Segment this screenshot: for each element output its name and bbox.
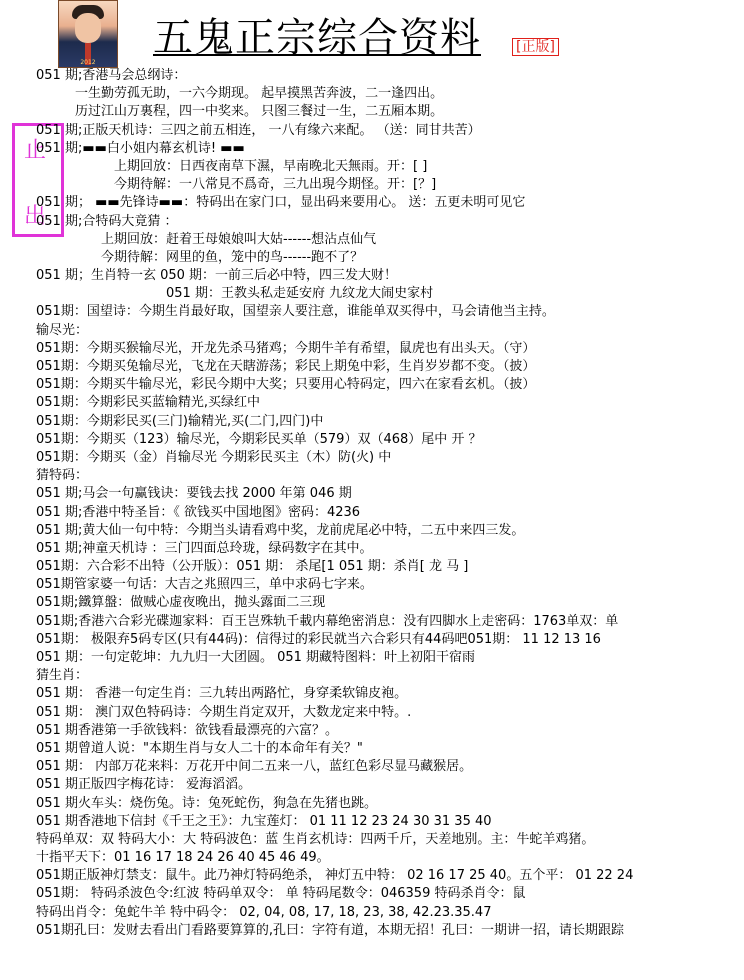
text-line: 历过江山万裏程，四一中奖来。 只图三餐过一生，二五厢本期。: [75, 104, 444, 120]
text-line: 051 期：王教头私走延安府 九纹龙大闹史家村: [166, 286, 434, 302]
avatar: [58, 0, 118, 68]
text-line: 051 期香港地下信封《千王之王》：九宝莲灯： 01 11 12 23 24 30 31 35 40: [36, 813, 492, 829]
text-line: 051期;鐵算盤：做贼心虚夜晚出，抛头露面二三现: [36, 595, 326, 611]
text-line: 特码出肖令：兔蛇牛羊 特中码令： 02, 04, 08, 17, 18, 23, 38, 42.23.35.47: [36, 904, 492, 920]
text-line: 猜生肖：: [36, 668, 89, 684]
text-line: 051期：国望诗：今期生肖最好取，国望亲人要注意，谁能单双买得中，马会请他当主持。: [36, 304, 555, 320]
avatar-face: [75, 13, 101, 43]
text-line: 051期：今期买（123）输尽光，今期彩民买单（579）双（468）尾中 开 ？: [36, 431, 482, 447]
text-line: 051 期;黄大仙一句中特：今期当头请看鸡中奖，龙前虎尾必中特，二五中来四三发。: [36, 522, 525, 538]
text-line: 051 期;香港中特圣旨：《 欲钱买中国地图》密码：4236: [36, 504, 361, 520]
text-line: 051 期：一句定乾坤：九九归一大团圆。 051 期藏特图料：叶上初阳干宿雨: [36, 650, 476, 665]
highlight-mark-top: 止: [24, 138, 47, 163]
text-line: 051期：今期彩民买蓝输精光,买绿红中: [36, 395, 260, 411]
text-line: 051 期;合特码大竟猜 ：: [36, 213, 178, 229]
text-line: 051期管家婆一句话：大吉之兆照四三，单中求码七字来。: [36, 577, 373, 593]
text-line: 051 期香港第一手欲钱料：欲钱看最漂亮的六富？。: [36, 722, 338, 738]
text-line: 特码单双：双 特码大小：大 特码波色：蓝 生肖玄机诗：四两千斤，天差地别。主：牛蛇羊鸡猪。: [36, 831, 595, 847]
text-line: 输尽光：: [36, 322, 89, 338]
text-line: 051期正版神灯禁支：鼠牛。此乃神灯特码绝杀， 神灯五中特： 02 16 17 25 40。五个平： 01 22 24: [36, 868, 634, 884]
document-body: [36, 67, 738, 940]
text-line: 今期待解：一八常見不爲奇，三九出現今期怪。开：[？]: [114, 177, 437, 193]
text-line: 一生勤劳孤无助，一六今期现。 起早摸黑苦奔波，二一逢四出。: [75, 86, 444, 102]
text-line: 051期：今期买猴输尽光，开龙先杀马猪鸡；今期牛羊有希望，鼠虎也有出头天。（守）: [36, 340, 536, 356]
text-line: 051 期火车头：烧伤兔。诗：兔死蛇伤，狗急在先猪也跳。: [36, 795, 377, 811]
edition-badge: [正版]: [512, 38, 559, 56]
avatar-caption: 2012: [80, 59, 96, 66]
text-line: 上期回放：赶着王母娘娘叫大姑------想沾点仙气: [101, 231, 377, 247]
text-line: 051 期;正版天机诗：三四之前五相连， 一八有缘六来配。 （送：同甘共苦）: [36, 122, 481, 138]
text-line: 051 期： 香港一句定生肖：三九转出两路忙，身穿柔软锦皮袍。: [36, 686, 408, 702]
text-line: 上期回放：日西夜南草下濕，早南晚北天無雨。开：[ ]: [114, 158, 428, 174]
text-line: 051期：今期彩民买(三门)输精光,买(二门,四门)中: [36, 413, 324, 429]
text-line: 十指平天下：01 16 17 18 24 26 40 45 46 49。: [36, 850, 330, 866]
text-line: 051 期;香港马会总纲诗：: [36, 68, 187, 83]
text-line: 051期：今期买牛输尽光，彩民今期中大奖；只要用心特码定，四六在家看玄机。（披）: [36, 377, 536, 393]
page-title: 五鬼正宗综合资料: [153, 15, 481, 61]
text-line: 今期待解：网里的鱼，笼中的鸟------跑不了？: [101, 249, 364, 265]
text-line: 051 期： 内部万花来料：万花开中间二五来一八，蓝红色彩尽显马藏猴居。: [36, 759, 473, 775]
text-line: 051期： 极限弃5码专区(只有44码)：信得过的彩民就当六合彩只有44码吧051期： 11 12 13 16: [36, 631, 601, 647]
text-line: 051期：今期买（金）肖输尽光 今期彩民买主（木）防(火) 中: [36, 449, 392, 465]
text-line: 051期：今期买兔输尽光，飞龙在天瞎游荡；彩民上期兔中彩，生肖岁岁都不变。（披）: [36, 359, 536, 374]
text-line: 051 期； ▬▬先锋诗▬▬：特码出在家门口，显出码来要用心。 送：五更未明可见它: [36, 195, 526, 211]
text-line: 051期孔曰：发财去看出门看路要算算的,孔曰：字符有道，本期无招！孔曰：一期讲一招，请长期跟踪: [36, 922, 624, 938]
text-line: 051期： 特码杀波色令:红波 特码单双令： 单 特码尾数令：046359 特码杀肖令：鼠: [36, 886, 526, 902]
text-line: 051 期;神童天机诗 ：三门四面总玲珑，绿码数字在其中。: [36, 540, 373, 556]
text-line: 051 期正版四字梅花诗： 爱海滔滔。: [36, 777, 252, 793]
text-line: 051期;香港六合彩光碟迦家料：百王岂殊轨千載内幕绝密消息：没有四脚水上走密码：1763单双：单: [36, 613, 619, 629]
text-line: 051 期： 澳门双色特码诗：今期生肖定双开，大数龙定来中特。.: [36, 704, 412, 720]
text-line: 051 期曾道人说："本期生肖与女人二十的本命年有关？": [36, 740, 363, 756]
text-line: 051 期;马会一句赢钱诀：要钱去找 2000 年第 046 期: [36, 486, 352, 502]
text-line: 猜特码：: [36, 468, 89, 484]
text-line: 051 期；生肖特一玄 050 期：一前三后必中特，四三发大财！: [36, 268, 398, 284]
highlight-mark-bottom: 出: [24, 204, 47, 229]
text-line: 051期：六合彩不出特（公开版）：051 期： 杀尾[1 051 期：杀肖[ 龙 马 ]: [36, 559, 469, 575]
text-line: 051 期;▬▬白小姐内幕玄机诗! ▬▬: [36, 140, 245, 156]
